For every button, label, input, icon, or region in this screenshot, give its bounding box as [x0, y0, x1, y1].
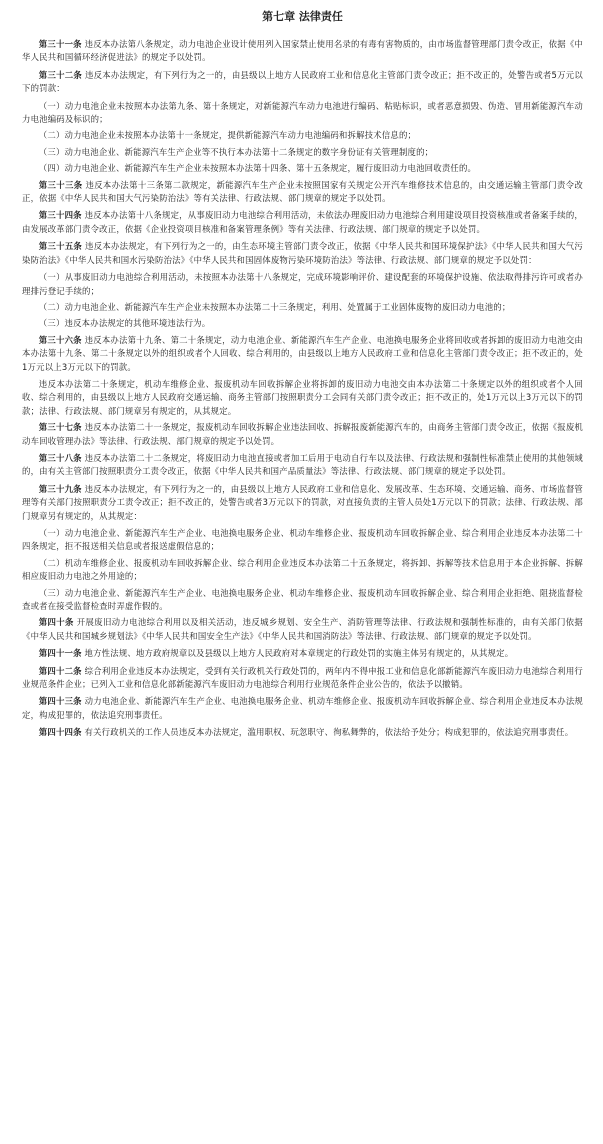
- paragraph-text: 开展废旧动力电池综合利用以及相关活动，违反城乡规划、安全生产、消防管理等法律、行政法规和强制性标准的，由有关部门依据《中华人民共和国城乡规划法》《中华人民共和国安全生产法》《中华人民共和国消防法》等法律、行政法规、部门规章的规定予以处罚。: [22, 617, 583, 641]
- paragraph-text: （三）动力电池企业、新能源汽车生产企业等不执行本办法第十二条规定的数字身份证有关管理制度的；: [38, 146, 434, 157]
- article-number: 第四十四条: [38, 727, 82, 738]
- list-item-paragraph: [22, 527, 583, 554]
- list-item-paragraph: [22, 129, 583, 142]
- article-number: 第三十四条: [38, 210, 82, 221]
- article-paragraph: [22, 179, 583, 206]
- paragraph-text: （一）动力电池企业、新能源汽车生产企业、电池换电服务企业、机动车维修企业、报废机动车回收拆解企业、综合利用企业违反本办法第二十四条规定，拒不报送相关信息或者报送虚假信息的；: [22, 528, 583, 552]
- paragraph-text: （二）机动车维修企业、报废机动车回收拆解企业、综合利用企业违反本办法第二十五条规定，将拆卸、拆解等技术信息用于本企业拆解、拆解相应废旧动力电池之外用途的；: [22, 557, 583, 582]
- list-item-paragraph: [22, 378, 583, 418]
- paragraph-text: 违反本办法第八条规定，动力电池企业设计使用列入国家禁止使用名录的有毒有害物质的，由市场监督管理部门责令改正，依据《中华人民共和国循环经济促进法》的规定予以处罚。: [22, 39, 583, 63]
- list-item-paragraph: [22, 301, 583, 314]
- article-number: 第三十五条: [38, 241, 83, 252]
- article-number: 第四十三条: [38, 696, 82, 707]
- article-paragraph: [22, 452, 583, 479]
- paragraph-text: （二）动力电池企业未按照本办法第十一条规定，提供新能源汽车动力电池编码和拆解技术信息的；: [38, 130, 417, 141]
- paragraph-text: 有关行政机关的工作人员违反本办法规定，滥用职权、玩忽职守、徇私舞弊的，依法给予处分；构成犯罪的，依法追究刑事责任。: [81, 727, 574, 738]
- list-item-paragraph: [22, 587, 583, 614]
- list-item-paragraph: [22, 162, 583, 175]
- article-number: 第三十六条: [38, 334, 82, 345]
- paragraph-text: （一）从事废旧动力电池综合利用活动，未按照本办法第十八条规定，完成环境影响评价、建设配套的环境保护设施、依法取得排污许可或者办理排污登记手续的；: [22, 272, 583, 296]
- article-number: 第三十九条: [38, 483, 82, 494]
- article-paragraph: [22, 421, 583, 448]
- article-number: 第三十一条: [38, 39, 82, 49]
- paragraph-text: 违反本办法规定，有下列行为之一的，由县级以上地方人民政府工业和信息化主管部门责令改正；拒不改正的，处警告或者5万元以下的罚款：: [22, 69, 584, 94]
- article-number: 第三十八条: [38, 452, 82, 463]
- paragraph-text: 违反本办法第二十二条规定，将废旧动力电池直接或者加工后用于电动自行车以及法律、行政法规和强制性标准禁止使用的其他领域的，由有关主管部门按照职责分工责令改正，依据《中华人民共和国产品质量法》等法律、行政法规、部门规章的规定予以处罚。: [22, 452, 583, 477]
- list-item-paragraph: [22, 317, 583, 330]
- list-item-paragraph: [22, 146, 583, 159]
- article-paragraph: [22, 483, 583, 523]
- article-paragraph: [22, 38, 583, 65]
- article-paragraph: [22, 69, 583, 96]
- article-paragraph: [22, 616, 583, 643]
- article-number: 第四十二条: [38, 665, 82, 676]
- chapter-body: [22, 38, 583, 740]
- paragraph-text: 违反本办法第十八条规定，从事废旧动力电池综合利用活动，未依法办理废旧动力电池综合利用建设项目投资核准或者备案手续的，由发展改革部门责令改正，依据《企业投资项目核准和备案管理条例》等有关法律、行政法规、部门规章的规定予以处罚。: [22, 210, 583, 234]
- paragraph-text: 违反本办法第二十条规定，机动车维修企业、报废机动车回收拆解企业将拆卸的废旧动力电池交由本办法第二十条规定以外的组织或者个人回收、综合利用的，由县级以上地方人民政府交通运输、商务主管部门按照职责分工会同有关部门责令改正；拒不改正的，处1万元以上3万元以下的罚款；法律、行政法规、部门规章另有规定的，从其规定。: [22, 378, 583, 416]
- chapter-title: 第七章 法律责任: [262, 10, 343, 23]
- list-item-paragraph: [22, 557, 583, 584]
- paragraph-text: 违反本办法第十三条第二款规定，新能源汽车生产企业未按照国家有关规定公开汽车维修技术信息的，由交通运输主管部门责令改正，依据《中华人民共和国大气污染防治法》等有关法律、行政法规、部门规章的规定予以处罚。: [22, 179, 583, 204]
- article-paragraph: [22, 334, 583, 374]
- paragraph-text: （三）动力电池企业、新能源汽车生产企业、电池换电服务企业、机动车维修企业、报废机动车回收拆解企业、综合利用企业拒绝、阻挠监督检查或者在接受监督检查时弄虚作假的。: [22, 587, 583, 612]
- paragraph-text: 综合利用企业违反本办法规定，受到有关行政机关行政处罚的，两年内不得申报工业和信息化部新能源汽车废旧动力电池综合利用行业规范条件企业；已列入工业和信息化部新能源汽车废旧动力电池综合利用行业规范条件企业公告的，依法予以撤销。: [22, 665, 583, 690]
- article-paragraph: [22, 647, 583, 660]
- paragraph-text: （二）动力电池企业、新能源汽车生产企业未按照本办法第二十三条规定，利用、处置属于工业固体废物的废旧动力电池的；: [38, 301, 511, 312]
- paragraph-text: （三）违反本办法规定的其他环境违法行为。: [38, 318, 211, 329]
- paragraph-text: 动力电池企业、新能源汽车生产企业、电池换电服务企业、机动车维修企业、报废机动车回收拆解企业、综合利用企业违反本办法规定，构成犯罪的，依法追究刑事责任。: [22, 696, 583, 720]
- paragraph-text: （一）动力电池企业未按照本办法第九条、第十条规定，对新能源汽车动力电池进行编码、粘贴标识，或者恶意损毁、伪造、冒用新能源汽车动力电池编码及标识的；: [22, 100, 583, 125]
- article-number: 第三十二条: [38, 69, 83, 80]
- paragraph-text: 违反本办法第十九条、第二十条规定，动力电池企业、新能源汽车生产企业、电池换电服务企业将回收或者拆卸的废旧动力电池交由本办法第十九条、第二十条规定以外的组织或者个人回收、综合利用的，由县级以上地方人民政府工业和信息化主管部门责令改正；拒不改正的，处1万元以上3万元以下的罚款。: [22, 334, 583, 372]
- list-item-paragraph: [22, 100, 583, 127]
- list-item-paragraph: [22, 271, 583, 298]
- article-number: 第四十条: [38, 617, 74, 628]
- article-number: 第四十一条: [38, 648, 82, 659]
- article-paragraph: [22, 665, 583, 692]
- paragraph-text: 地方性法规、地方政府规章以及县级以上地方人民政府对本章规定的行政处罚的实施主体另有规定的，从其规定。: [81, 648, 514, 659]
- paragraph-text: （四）动力电池企业、新能源汽车生产企业未按照本办法第十四条、第十五条规定，履行废旧动力电池回收责任的。: [38, 163, 477, 174]
- paragraph-text: 违反本办法第二十一条规定，报废机动车回收拆解企业违法回收、拆解报废新能源汽车的，由商务主管部门责令改正，依据《报废机动车回收管理办法》等法律、行政法规、部门规章的规定予以处罚。: [22, 422, 583, 446]
- article-paragraph: [22, 240, 583, 267]
- article-number: 第三十三条: [38, 179, 83, 190]
- paragraph-text: 违反本办法规定，有下列行为之一的，由生态环境主管部门责令改正，依据《中华人民共和国环境保护法》《中华人民共和国大气污染防治法》《中华人民共和国水污染防治法》《中华人民共和国固体废物污染环境防治法》等法律、行政法规、部门规章的规定予以处罚：: [22, 241, 583, 265]
- article-number: 第三十七条: [38, 422, 82, 433]
- article-paragraph: [22, 726, 583, 739]
- article-paragraph: [22, 695, 583, 722]
- article-paragraph: [22, 209, 583, 236]
- paragraph-text: 违反本办法规定，有下列行为之一的，由县级以上地方人民政府工业和信息化、发展改革、生态环境、交通运输、商务、市场监督管理等有关部门按照职责分工责令改正；拒不改正的，处警告或者3万元以下的罚款，对直接负责的主管人员处1万元以下的罚款；法律、行政法规、部门规章另有规定的，从其规定：: [22, 483, 583, 521]
